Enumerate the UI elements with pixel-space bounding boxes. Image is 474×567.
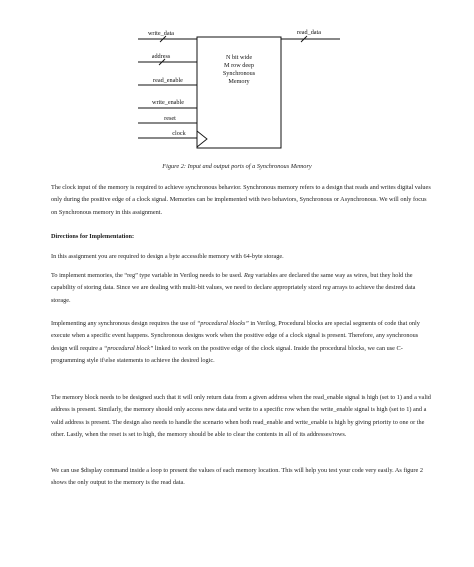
paragraph-assignment: In this assignment you are required to design a byte accessible memory with 64-byte storage. xyxy=(51,253,284,260)
paragraph-clock-input: The clock input of the memory is required to achieve synchronous behavior. Synchronous memory refers to a design that reads and writes digital values only during the positive edge of a clock signal. Memories can be implemented with two behaviors, Synchronous or Asynchronous. We will only focus on Synchronous memory in this assignment. xyxy=(51,184,431,216)
paragraph-memory-behavior: The memory block needs to be designed such that it will only return data from a given address when the read_enable signal is high (set to 1) and a valid address is present. Similarly, the memory should only access new data and write to a specific row when the write_enable signal is high (set to 1) and a valid address is present. The design also needs to handle the scenario when both read_enable and write_enable is high by giving priority to one or the other. Lastly, when the reset is set to high, the memory should be able to clear the contents in all of its addresses/rows. xyxy=(51,394,431,439)
p4-text-e: linked to work on the positive edge of the clock signal. Inside the procedural blocks, we can use C-programming style if\else statements to achieve the desired logic. xyxy=(51,344,403,365)
reset-label: reset xyxy=(164,115,176,122)
address-label: address xyxy=(151,53,171,60)
paragraph-reg-variables xyxy=(51,270,431,307)
p3-reg-term: Reg xyxy=(243,272,254,279)
clock-label: clock xyxy=(172,130,186,137)
read-enable-label: read_enable xyxy=(153,77,183,84)
memory-block-label-2: M row deep xyxy=(224,62,254,69)
p4-term-1: “procedural blocks” xyxy=(196,320,249,327)
memory-block-label-4: Memory xyxy=(228,78,250,85)
write-enable-label: write_enable xyxy=(152,99,184,106)
section-heading: Directions for Implementation: xyxy=(51,233,135,240)
memory-block-label-1: N bit wide xyxy=(225,54,253,61)
memory-block-label-3: Synchronous xyxy=(222,70,256,77)
p3-text-c: variables are declared the same way as wires, but they hold the capability of storing data. Since we are dealing with multi-bit values, we need to declare appropriately sized xyxy=(51,272,413,292)
p3-text-a: To implement memories, the “reg” type variable in Verilog needs to be used. xyxy=(51,272,244,279)
p4-text-a: Implementing any synchronous design requires the use of xyxy=(51,320,197,327)
write-data-label: write_data xyxy=(147,30,175,37)
paragraph-procedural-blocks xyxy=(51,318,431,368)
p3-text-e: arrays to achieve the desired data storage. xyxy=(51,284,416,304)
read-data-label: read_data xyxy=(296,29,322,36)
figure-caption: Figure 2: Input and output ports of a Synchronous Memory xyxy=(162,163,312,170)
memory-port-diagram xyxy=(0,0,474,160)
p3-reg-term-2: reg xyxy=(322,284,331,292)
p4-text-c: in Verilog, Procedural blocks are special segments of code that only execute when a specific event happens. Synchronous designs work when the positive edge of a clock signal is present. Therefore, any synchronous design will require a xyxy=(51,320,420,352)
p4-term-2: “procedural block” xyxy=(103,344,154,352)
paragraph-display-command: We can use $display command inside a loop to present the values of each memory location. This will help you test your code very easily. As figure 2 shows the only output to the memory is the read data. xyxy=(51,467,423,487)
